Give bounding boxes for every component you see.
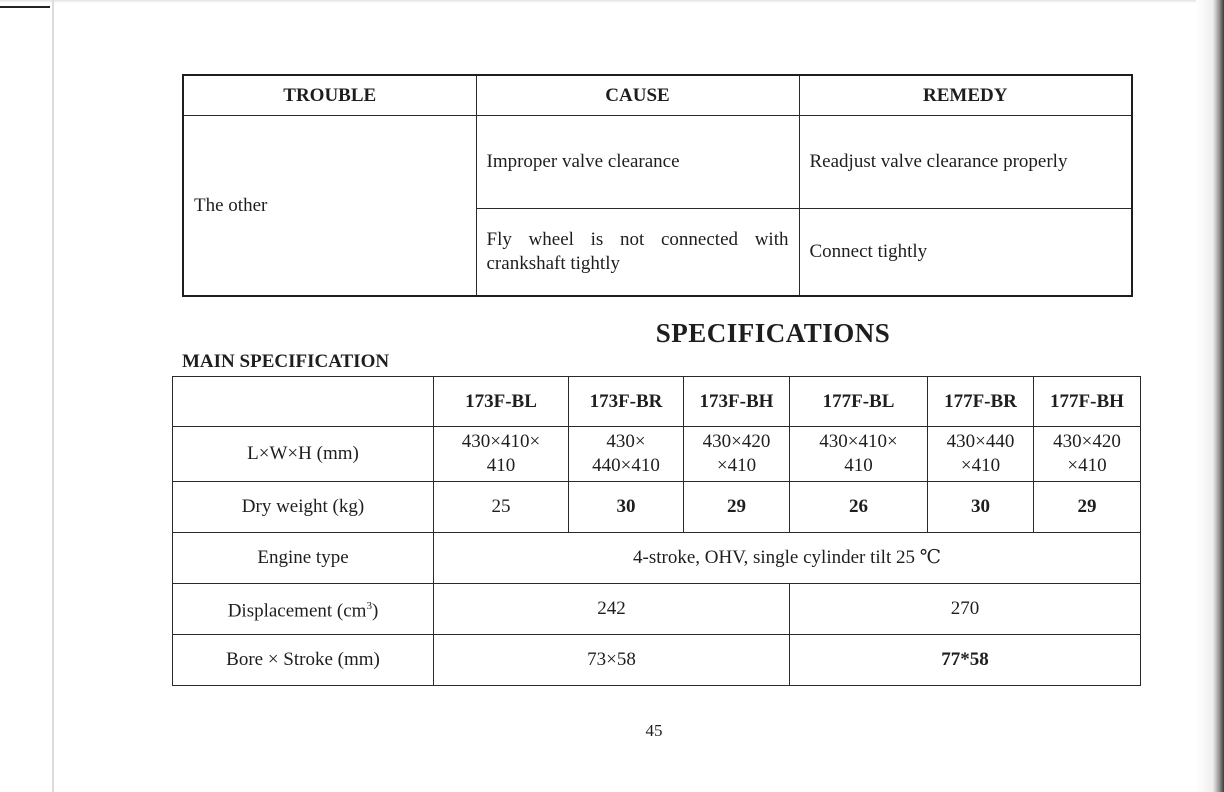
table-row: [183, 116, 1132, 209]
table-header-row: [183, 75, 1132, 116]
scan-left-edge: [52, 0, 54, 792]
scan-right-edge: [1196, 0, 1224, 792]
displacement-row: [173, 584, 1141, 635]
model-header: 173F-BH: [684, 377, 790, 427]
page-title: SPECIFICATIONS: [655, 318, 891, 348]
bore-stroke-value: 77*58: [790, 635, 1141, 686]
scan-top-edge: [0, 0, 1224, 3]
page-number: 45: [645, 721, 663, 740]
cause-cell: Fly wheel is not connected with crankshaft tightly: [476, 209, 799, 297]
engine-type-row: [173, 533, 1141, 584]
remedy-cell: Readjust valve clearance properly: [799, 116, 1132, 209]
specification-table: [172, 376, 1141, 686]
row-label: Engine type: [173, 533, 434, 584]
section-heading: MAIN SPECIFICATION: [182, 351, 390, 372]
row-label: Bore × Stroke (mm): [173, 635, 434, 686]
weight-value: 29: [1034, 482, 1141, 533]
empty-corner-cell: [173, 377, 434, 427]
model-header: 177F-BH: [1034, 377, 1141, 427]
model-header: 177F-BR: [928, 377, 1034, 427]
weight-value: 25: [434, 482, 569, 533]
dry-weight-row: [173, 482, 1141, 533]
displacement-value: 270: [790, 584, 1141, 635]
model-header: 173F-BR: [569, 377, 684, 427]
header-trouble: TROUBLE: [183, 75, 476, 116]
engine-type-value: 4-stroke, OHV, single cylinder tilt 25 ℃: [434, 533, 1141, 584]
weight-value: 30: [928, 482, 1034, 533]
remedy-cell: Connect tightly: [799, 209, 1132, 297]
scan-mark: [0, 6, 50, 8]
row-label: L×W×H (mm): [173, 427, 434, 482]
dimension-value: 430× 440×410: [569, 427, 684, 482]
cause-cell: Improper valve clearance: [476, 116, 799, 209]
dimension-value: 430×420 ×410: [1034, 427, 1141, 482]
header-cause: CAUSE: [476, 75, 799, 116]
bore-stroke-row: [173, 635, 1141, 686]
weight-value: 26: [790, 482, 928, 533]
dimension-value: 430×420 ×410: [684, 427, 790, 482]
troubleshooting-table: [182, 74, 1133, 297]
weight-value: 30: [569, 482, 684, 533]
model-header-row: [173, 377, 1141, 427]
trouble-cell: The other: [183, 116, 476, 297]
model-header: 177F-BL: [790, 377, 928, 427]
dimension-value: 430×410× 410: [790, 427, 928, 482]
dimension-value: 430×440 ×410: [928, 427, 1034, 482]
row-label: Displacement $(cm^3)$: [173, 584, 434, 635]
header-remedy: REMEDY: [799, 75, 1132, 116]
dimension-value: 430×410× 410: [434, 427, 569, 482]
row-label: Dry weight (kg): [173, 482, 434, 533]
displacement-value: 242: [434, 584, 790, 635]
weight-value: 29: [684, 482, 790, 533]
dimensions-row: [173, 427, 1141, 482]
bore-stroke-value: 73×58: [434, 635, 790, 686]
model-header: 173F-BL: [434, 377, 569, 427]
